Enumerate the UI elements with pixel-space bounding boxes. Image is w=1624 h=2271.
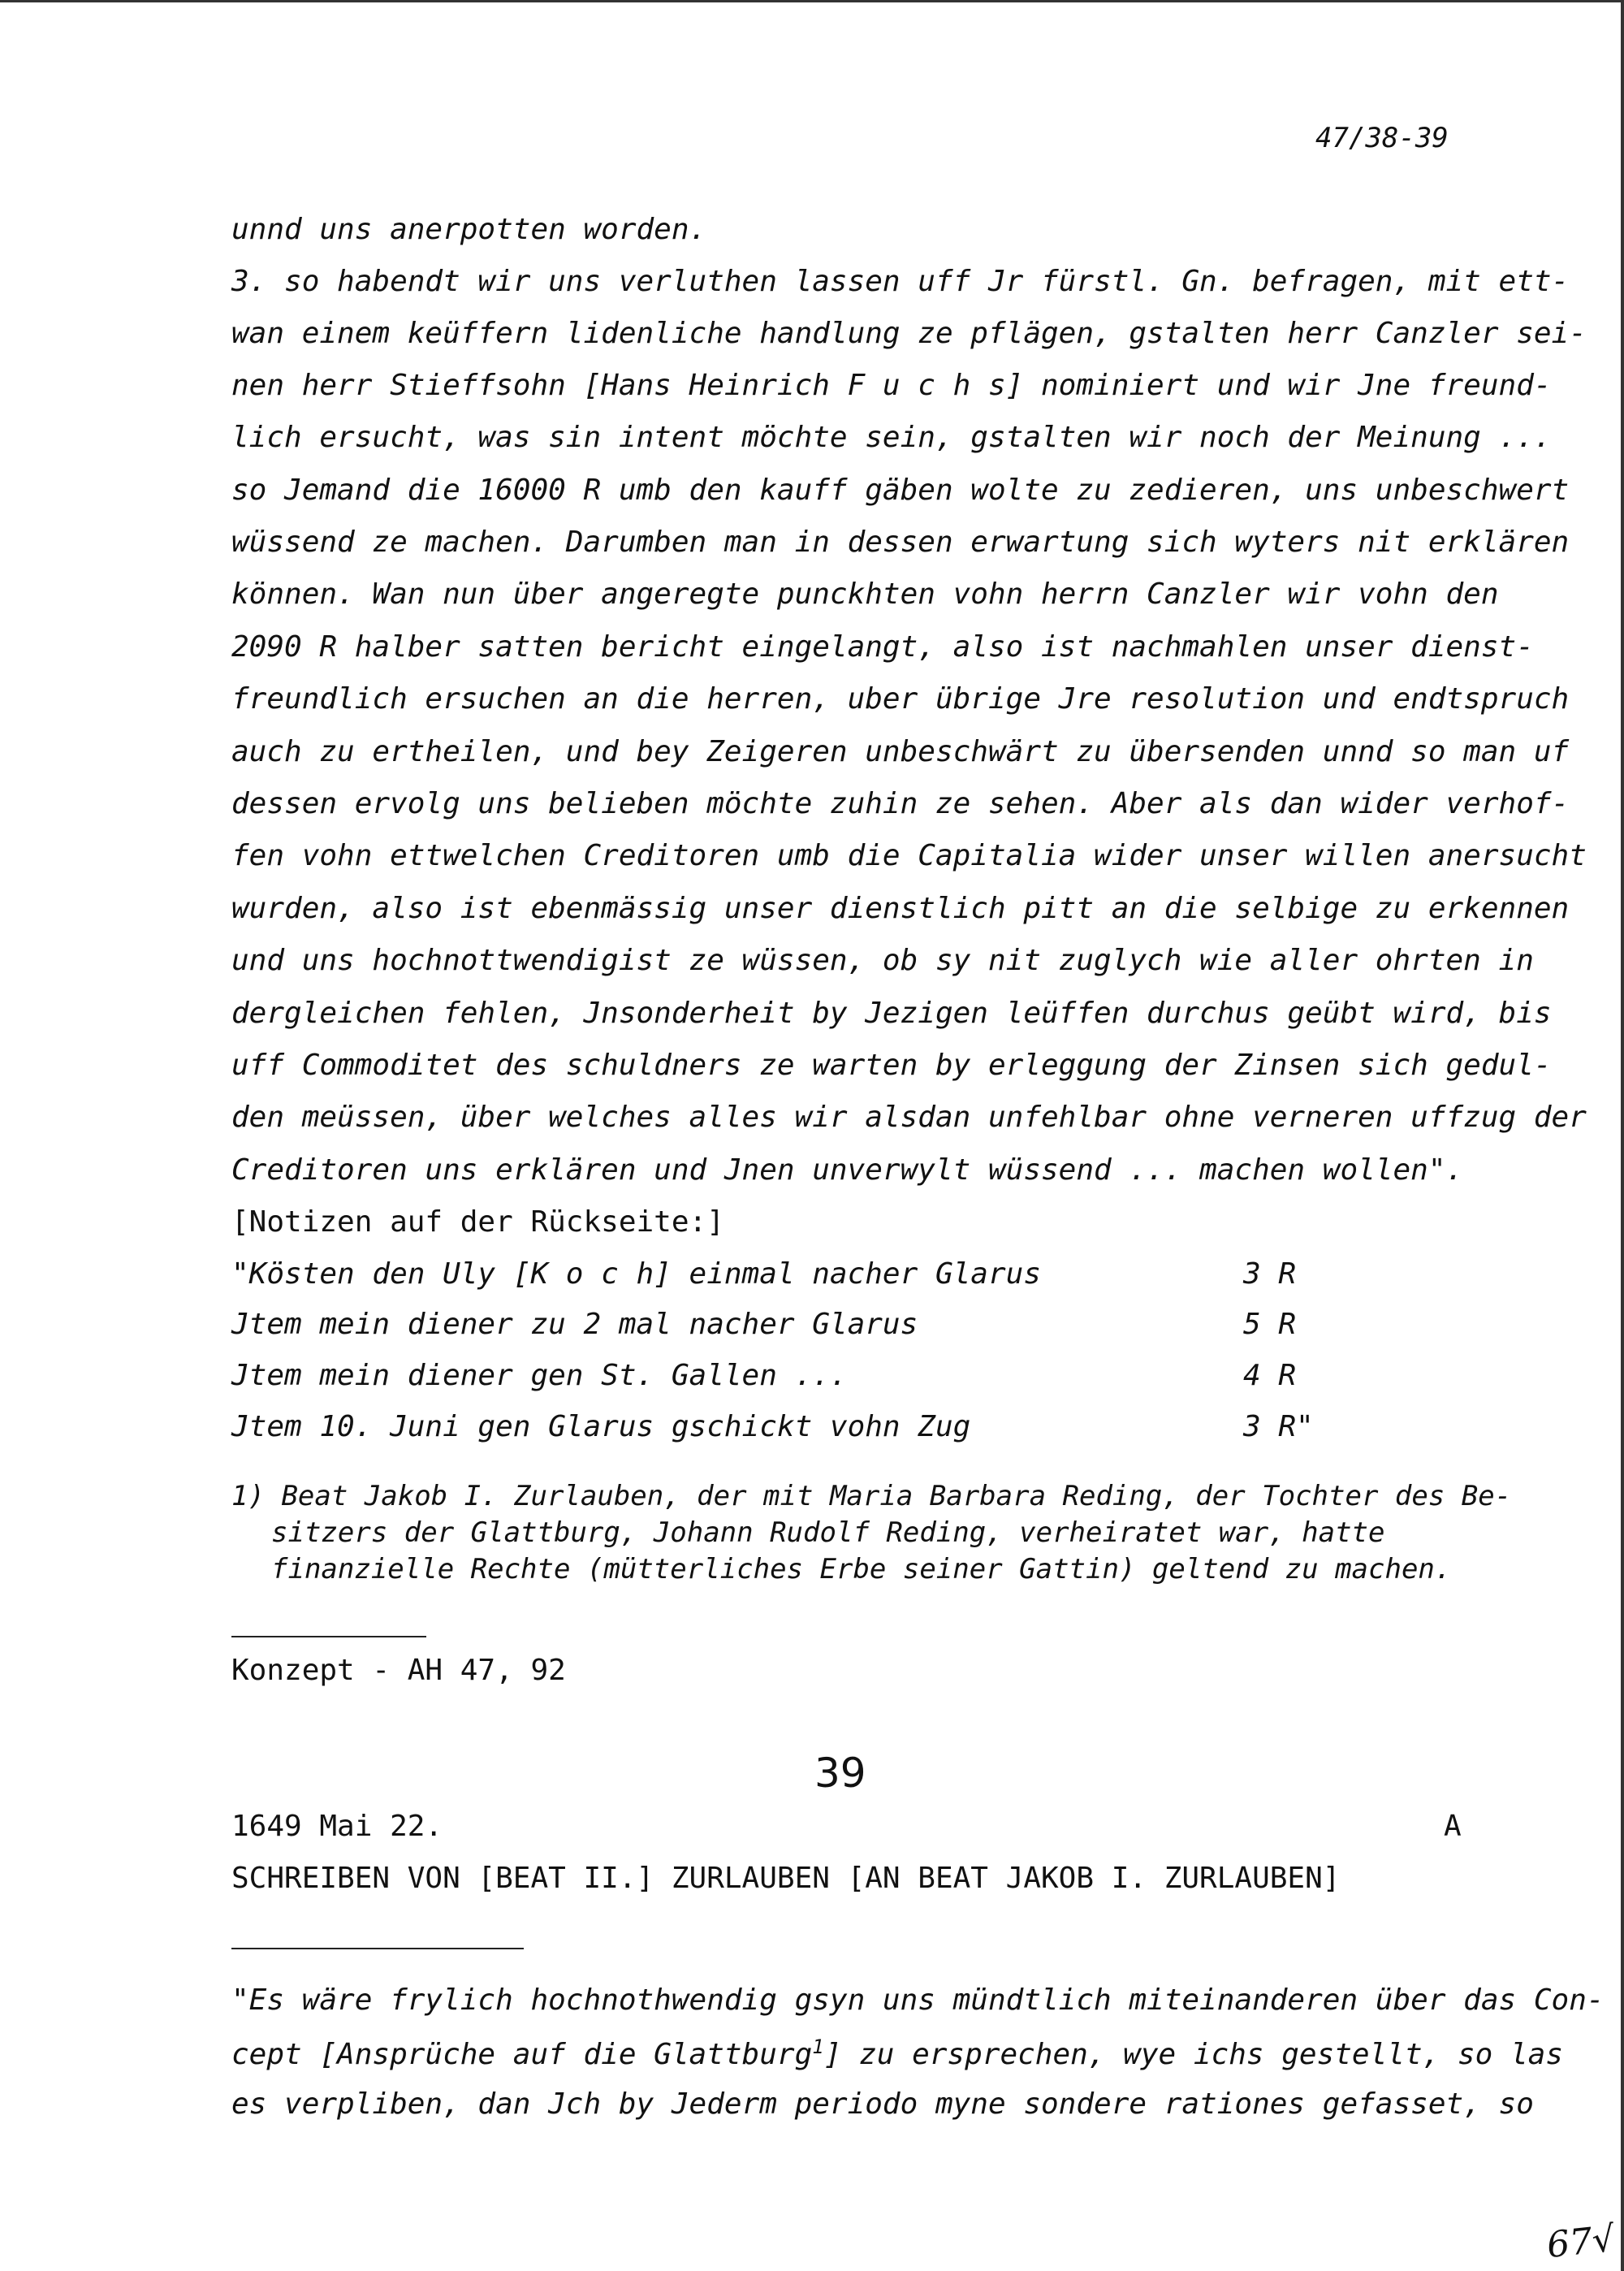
quote-line: "Es wäre frylich hochnothwendig gsyn uns mündtlich miteinanderen über das Con-	[231, 1983, 1605, 2017]
document-title: SCHREIBEN VON [BEAT II.] ZURLAUBEN [AN BEAT JAKOB I. ZURLAUBEN]	[231, 1862, 1341, 1895]
expense-description: Jtem 10. Juni gen Glarus gschickt vohn Zug	[231, 1410, 971, 1443]
footnote-marker: 1)	[231, 1480, 265, 1512]
expense-row	[231, 1410, 1368, 1459]
quote-line: es verpliben, dan Jch by Jederm periodo myne sondere rationes gefasset, so	[231, 2087, 1534, 2121]
document-flag: A	[1444, 1810, 1462, 1843]
footnote-line: finanzielle Rechte (mütterliches Erbe seiner Gattin) geltend zu machen.	[271, 1553, 1452, 1585]
quote-text: cept [Ansprüche auf die Glattburg	[231, 2038, 813, 2071]
expense-row	[231, 1308, 1368, 1356]
notes-heading: [Notizen auf der Rückseite:]	[231, 1205, 724, 1239]
body-line: den meüssen, über welches alles wir alsdan unfehlbar ohne verneren uffzug der	[231, 1101, 1587, 1134]
page-border-right	[1621, 0, 1624, 2271]
expense-description: "Kösten den Uly [K o c h] einmal nacher Glarus	[231, 1257, 1041, 1291]
footnote-line	[231, 1478, 1512, 1515]
document-number: 39	[814, 1750, 866, 1797]
expense-amount: 3 R	[1243, 1257, 1297, 1291]
body-line: unnd uns anerpotten worden.	[231, 213, 707, 246]
page-reference: 47/38-39	[1315, 122, 1449, 154]
body-line: uff Commoditet des schuldners ze warten by erleggung der Zinsen sich gedul-	[231, 1049, 1552, 1082]
handwritten-folio-mark: 67√	[1544, 2217, 1618, 2267]
separator-rule	[231, 1948, 524, 1949]
expense-description: Jtem mein diener zu 2 mal nacher Glarus	[231, 1308, 918, 1341]
body-line: können. Wan nun über angeregte punckhten vohn herrn Canzler wir vohn den	[231, 577, 1499, 611]
expense-amount: 3 R"	[1243, 1410, 1314, 1443]
expense-amount: 4 R	[1243, 1359, 1297, 1392]
expense-row	[231, 1359, 1368, 1408]
footnote-line: sitzers der Glattburg, Johann Rudolf Reding, verheiratet war, hatte	[271, 1516, 1385, 1549]
document-date: 1649 Mai 22.	[231, 1810, 443, 1843]
source-reference: Konzept - AH 47, 92	[231, 1654, 566, 1687]
body-line: fen vohn ettwelchen Creditoren umb die Capitalia wider unser willen anersucht	[231, 839, 1587, 872]
body-line: Creditoren uns erklären und Jnen unverwylt wüssend ... machen wollen".	[231, 1153, 1464, 1187]
body-line: dergleichen fehlen, Jnsonderheit by Jezigen leüffen durchus geübt wird, bis	[231, 997, 1552, 1030]
separator-rule	[231, 1636, 426, 1637]
footnote-reference: 1	[812, 2035, 824, 2058]
expense-row	[231, 1257, 1368, 1306]
body-line: nen herr Stieffsohn [Hans Heinrich F u c h s] nominiert und wir Jne freund-	[231, 369, 1552, 402]
quote-text: ] zu ersprechen, wye ichs gestellt, so las	[823, 2038, 1564, 2071]
quote-line	[231, 2035, 1564, 2071]
expense-description: Jtem mein diener gen St. Gallen ...	[231, 1359, 848, 1392]
body-line: so Jemand die 16000 R umb den kauff gäben wolte zu zedieren, uns unbeschwert	[231, 474, 1570, 507]
body-line: wüssend ze machen. Darumben man in dessen erwartung sich wyters nit erklären	[231, 526, 1570, 559]
page-border-top	[0, 0, 1624, 2]
body-line: 2090 R halber satten bericht eingelangt, also ist nachmahlen unser dienst-	[231, 630, 1534, 664]
body-line: und uns hochnottwendigist ze wüssen, ob sy nit zuglych wie aller ohrten in	[231, 944, 1534, 977]
body-line: wurden, also ist ebenmässig unser dienstlich pitt an die selbige zu erkennen	[231, 892, 1570, 925]
body-line: lich ersucht, was sin intent möchte sein, gstalten wir noch der Meinung ...	[231, 421, 1552, 454]
body-line: wan einem keüffern lidenliche handlung ze pflägen, gstalten herr Canzler sei-	[231, 317, 1587, 350]
body-line: freundlich ersuchen an die herren, uber übrige Jre resolution und endtspruch	[231, 682, 1570, 716]
body-line: 3. so habendt wir uns verluthen lassen uff Jr fürstl. Gn. befragen, mit ett-	[231, 265, 1570, 298]
expense-amount: 5 R	[1243, 1308, 1297, 1341]
body-line: dessen ervolg uns belieben möchte zuhin ze sehen. Aber als dan wider verhof-	[231, 787, 1570, 820]
body-line: auch zu ertheilen, und bey Zeigeren unbeschwärt zu übersenden unnd so man uf	[231, 735, 1570, 768]
footnote	[231, 1478, 1512, 1588]
footnote-text: Beat Jakob I. Zurlauben, der mit Maria Barbara Reding, der Tochter des Be-	[281, 1480, 1512, 1512]
